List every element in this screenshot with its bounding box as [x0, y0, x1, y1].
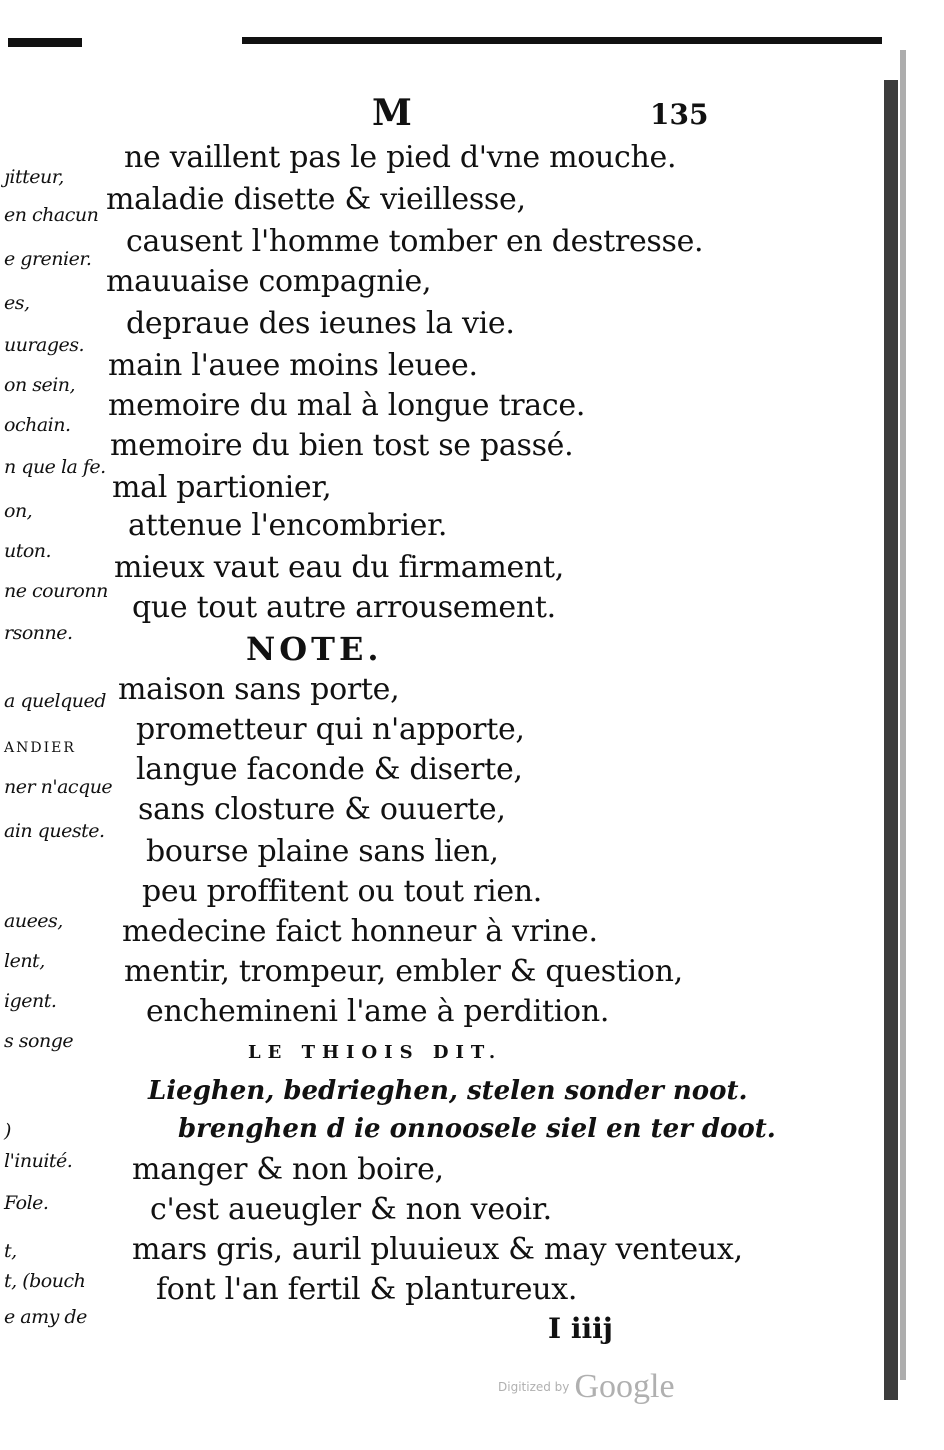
section-heading-thiois: LE THIOIS DIT. — [248, 1042, 503, 1063]
verse-line: mieux vaut eau du firmament, — [114, 550, 564, 585]
margin-fragment: Fole. — [4, 1192, 49, 1214]
verse-line: maison sans porte, — [118, 672, 400, 707]
margin-fragment: on sein, — [4, 374, 76, 396]
page-spine-shadow — [884, 80, 898, 1400]
margin-fragment: ȷitteur, — [4, 166, 64, 188]
verse-line: manger & non boire, — [132, 1152, 444, 1187]
margin-fragment: ) — [4, 1120, 11, 1142]
verse-line: causent l'homme tomber en destresse. — [126, 224, 704, 259]
margin-fragment: en chacun — [4, 204, 99, 226]
margin-fragment: ochain. — [4, 414, 71, 436]
verse-line: sans closture & ouuerte, — [138, 792, 506, 827]
top-rule — [242, 37, 882, 44]
verse-line: main l'auee moins leuee. — [108, 348, 478, 383]
verse-line: bourse plaine sans lien, — [146, 834, 499, 869]
margin-fragment: s songe — [4, 1030, 74, 1052]
verse-line: mars gris, auril pluuieux & may venteux, — [132, 1232, 743, 1267]
verse-line: enchemineni l'ame à perdition. — [146, 994, 610, 1029]
verse-line: langue faconde & diserte, — [136, 752, 523, 787]
margin-fragment: e amy de — [4, 1306, 87, 1328]
verse-line: depraue des ieunes la vie. — [126, 306, 515, 341]
verse-line: prometteur qui n'apporte, — [136, 712, 525, 747]
dutch-line: brenghen d ie onnoosele siel en ter doot. — [178, 1114, 776, 1144]
verse-line: mal partionier, — [112, 470, 332, 505]
page-number: 135 — [650, 98, 709, 131]
margin-fragment: on, — [4, 500, 33, 522]
verse-line: font l'an fertil & plantureux. — [156, 1272, 578, 1307]
signature-mark: I iiij — [548, 1312, 613, 1345]
margin-fragment: ain queste. — [4, 820, 105, 842]
margin-fragment: uurages. — [4, 334, 85, 356]
verse-line: peu proffitent ou tout rien. — [142, 874, 543, 909]
verse-line: attenue l'encombrier. — [128, 508, 448, 543]
margin-fragment: l'inuité. — [4, 1150, 73, 1172]
margin-fragment: igent. — [4, 990, 57, 1012]
verse-line: mauuaise compagnie, — [106, 264, 432, 299]
page-edge-shadow — [900, 50, 906, 1380]
margin-fragment: e grenier. — [4, 248, 92, 270]
margin-fragment: auees, — [4, 910, 63, 932]
margin-fragment: lent, — [4, 950, 45, 972]
digitized-watermark — [498, 1368, 675, 1406]
verse-line: medecine faict honneur à vrine. — [122, 914, 598, 949]
verse-line: mentir, trompeur, embler & question, — [124, 954, 683, 989]
section-heading-note: NOTE. — [246, 630, 383, 668]
margin-fragment: n que la fe. — [4, 456, 106, 478]
margin-fragment: a quelqued — [4, 690, 106, 712]
top-rule-left — [8, 38, 82, 47]
margin-fragment: ner n'acque — [4, 776, 113, 798]
dutch-line: Lieghen, bedrieghen, stelen sonder noot. — [148, 1076, 748, 1106]
verse-line: maladie disette & vieillesse, — [106, 182, 526, 217]
margin-fragment: ANDIER — [4, 740, 76, 756]
margin-fragment: t, — [4, 1240, 17, 1262]
verse-line: memoire du bien tost se passé. — [110, 428, 574, 463]
running-head-letter: M — [372, 92, 412, 134]
verse-line: que tout autre arrousement. — [132, 590, 556, 625]
verse-line: ne vaillent pas le pied d'vne mouche. — [124, 140, 677, 175]
verse-line: c'est aueugler & non veoir. — [150, 1192, 552, 1227]
margin-fragment: t, (bouch — [4, 1270, 86, 1292]
margin-fragment: ne couronn — [4, 580, 108, 602]
margin-fragment: es, — [4, 292, 30, 314]
google-logo: Google — [574, 1368, 675, 1405]
margin-fragment: uton. — [4, 540, 52, 562]
watermark-prefix: Digitized by — [498, 1380, 570, 1394]
verse-line: memoire du mal à longue trace. — [108, 388, 586, 423]
margin-fragment: rsonne. — [4, 622, 73, 644]
